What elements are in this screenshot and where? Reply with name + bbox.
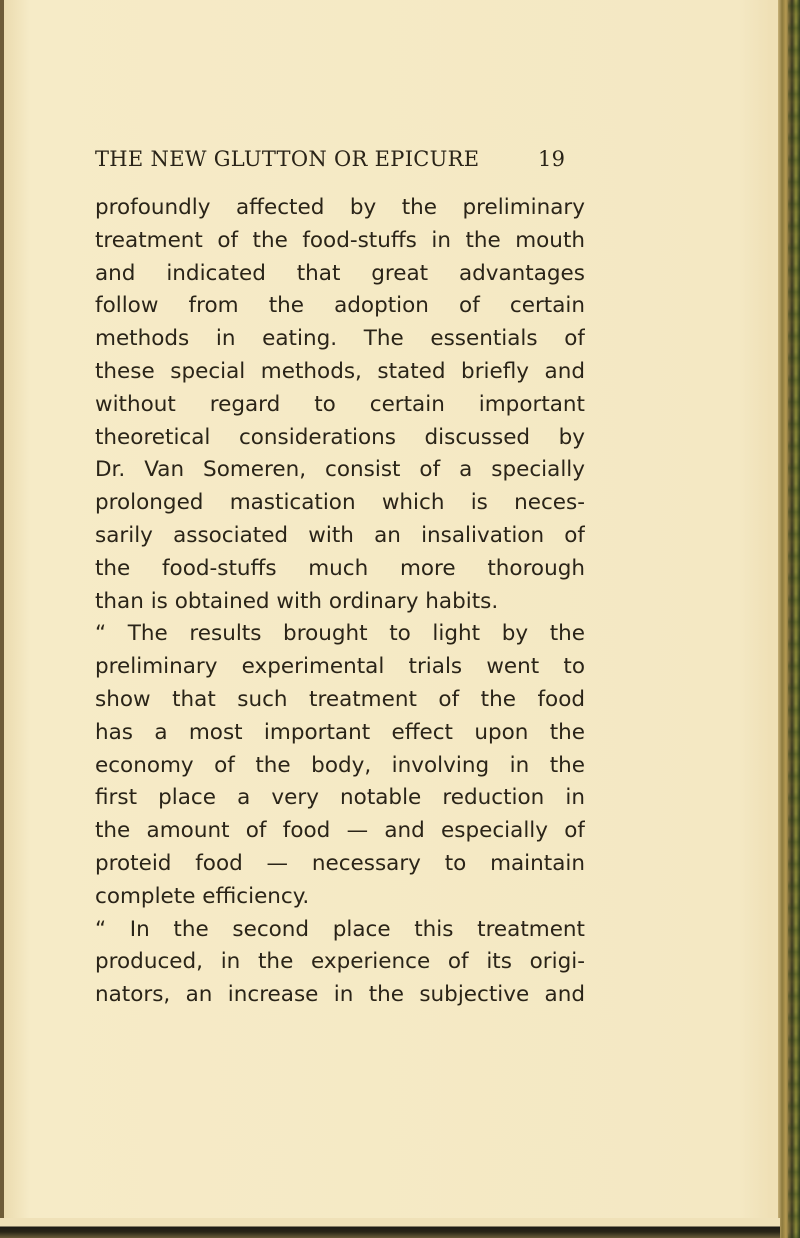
text-line: preliminary experimental trials went to: [95, 654, 585, 680]
text-line: without regard to certain important: [95, 391, 585, 417]
text-line: proteid food — necessary to maintain: [95, 850, 585, 876]
page-bottom-edge: [0, 1218, 780, 1238]
text-line: first place a very notable reduction in: [95, 785, 585, 811]
text-line: sarily associated with an insalivation of: [95, 522, 585, 548]
text-line: Dr. Van Someren, consist of a specially: [95, 457, 585, 483]
text-line: treatment of the food-stuffs in the mouth: [95, 227, 585, 253]
page-left-edge: [0, 0, 4, 1238]
text-line: methods in eating. The essentials of: [95, 326, 585, 352]
text-line: these special methods, stated briefly and: [95, 358, 585, 384]
text-line: “ The results brought to light by the: [95, 621, 585, 647]
text-line: complete efficiency.: [95, 883, 310, 909]
text-line: profoundly affected by the preliminary: [95, 195, 585, 220]
page-number: 19: [538, 147, 566, 171]
text-line: the food-stuffs much more thorough: [95, 555, 585, 581]
text-line: show that such treatment of the food: [95, 686, 585, 712]
page-header: [95, 147, 595, 177]
running-title: THE NEW GLUTTON OR EPICURE: [95, 147, 480, 171]
text-line: the amount of food — and especially of: [95, 818, 585, 844]
text-line: and indicated that great advantages: [95, 260, 585, 286]
text-line: nators, an increase in the subjective and: [95, 982, 585, 1008]
text-line: has a most important effect upon the: [95, 719, 585, 745]
body-text: [95, 192, 585, 1012]
text-line: follow from the adoption of certain: [95, 293, 585, 319]
text-line: theoretical considerations discussed by: [95, 424, 585, 450]
text-line: produced, in the experience of its origi-: [95, 949, 585, 975]
text-line: economy of the body, involving in the: [95, 752, 585, 778]
text-line: “ In the second place this treatment: [95, 916, 585, 942]
text-line: prolonged mastication which is neces-: [95, 490, 585, 516]
text-line: than is obtained with ordinary habits.: [95, 588, 499, 614]
book-spine-edge: [778, 0, 800, 1238]
